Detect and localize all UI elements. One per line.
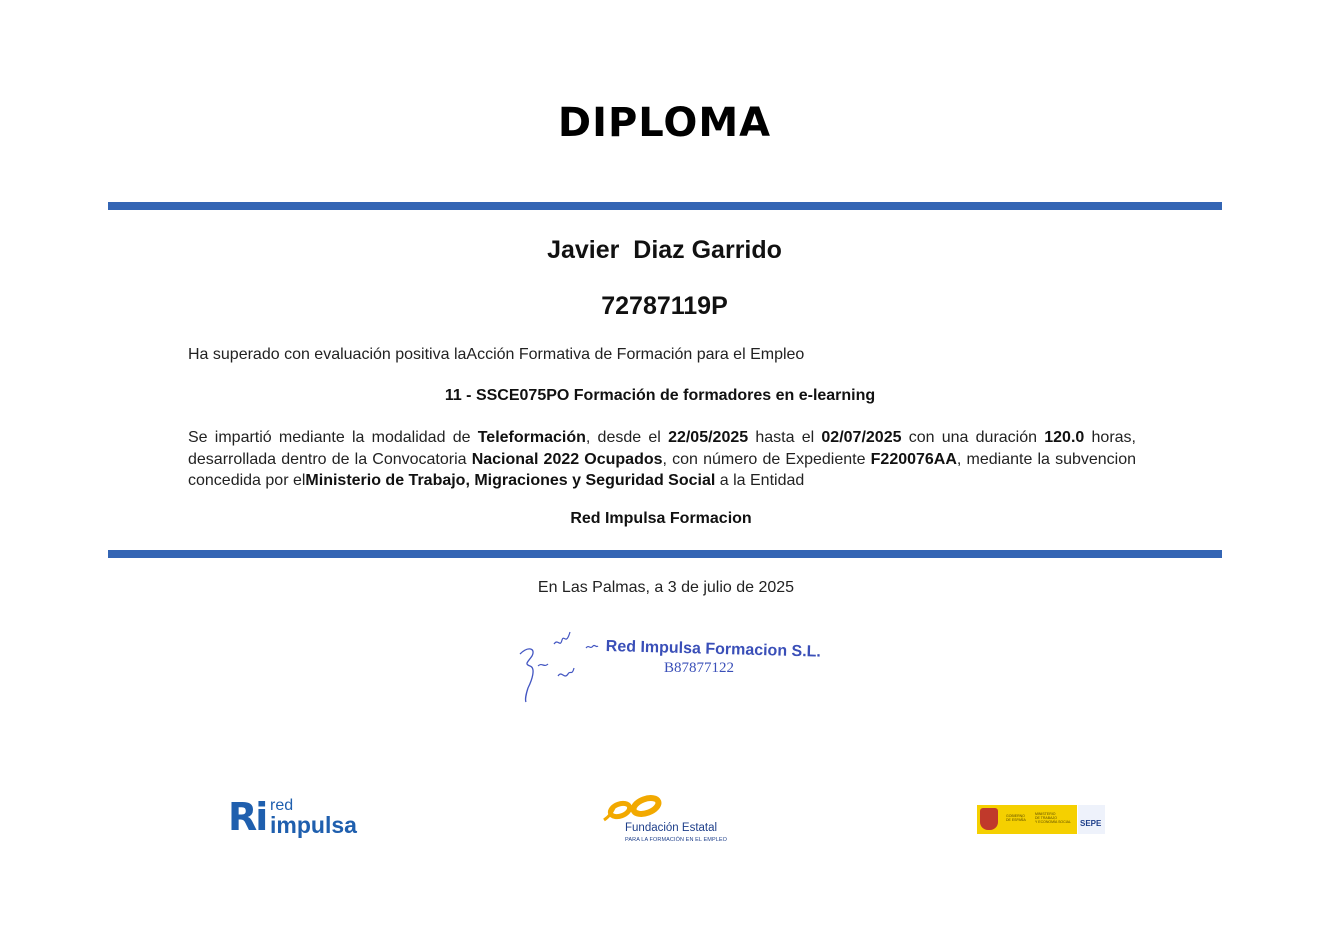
sepe-block: SEPE <box>1078 805 1105 834</box>
hours: 120.0 <box>1044 429 1085 446</box>
coat-of-arms-icon <box>980 808 998 830</box>
modality: Teleformación <box>477 429 586 446</box>
stamp-company-name: Red Impulsa Formacion S.L. <box>605 638 822 661</box>
place-date: En Las Palmas, a 3 de julio de 2025 <box>537 579 795 596</box>
diploma-title: DIPLOMA <box>557 100 772 146</box>
stamp-company-id: B87877122 <box>664 660 735 676</box>
course-details: Se impartió mediante la modalidad de Teleformación, desde el 22/05/2025 hasta el 02/07/2025 con una duración 120.0 horas, desarrollada dentro de la Convocatoria Nacional 2022 Ocupados, con número de Expediente F220076AA, mediante la subvencion concedida por elMinisterio de Trabajo, Migraciones y Seguridad Social a la Entidad <box>188 429 1137 489</box>
signature-stamp <box>514 626 822 708</box>
file-number: F220076AA <box>870 450 957 468</box>
red-impulsa-logo: Ri red impulsa <box>228 795 357 839</box>
handwritten-signature <box>514 626 614 708</box>
start-date: 22/05/2025 <box>668 429 749 446</box>
gobierno-sepe-logo: GOBIERNO DE ESPAÑA MINISTERIO DE TRABAJO Y ECONOMÍA SOCIAL SEPE <box>977 805 1105 835</box>
ministry: Ministerio de Trabajo, Migraciones y Seguridad Social <box>305 472 716 489</box>
fundacion-subtitle: PARA LA FORMACIÓN EN EL EMPLEO <box>625 837 728 843</box>
bottom-divider <box>108 550 1222 558</box>
fundacion-swoosh-icon <box>602 794 666 824</box>
intro-text: Ha superado con evaluación positiva laAcción Formativa de Formación para el Empleo <box>188 346 805 363</box>
course-title: 11 - SSCE075PO Formación de formadores en e-learning <box>444 387 876 404</box>
ri-mark: Ri <box>228 795 267 839</box>
top-divider <box>108 202 1222 210</box>
call-name: Nacional 2022 Ocupados <box>471 450 663 468</box>
fundacion-name: Fundación Estatal <box>625 822 718 834</box>
end-date: 02/07/2025 <box>821 429 902 446</box>
student-name: Javier Diaz Garrido <box>547 236 782 264</box>
fundacion-estatal-logo <box>600 794 740 848</box>
entity-name: Red Impulsa Formacion <box>570 510 752 527</box>
student-id: 72787119P <box>601 292 728 320</box>
